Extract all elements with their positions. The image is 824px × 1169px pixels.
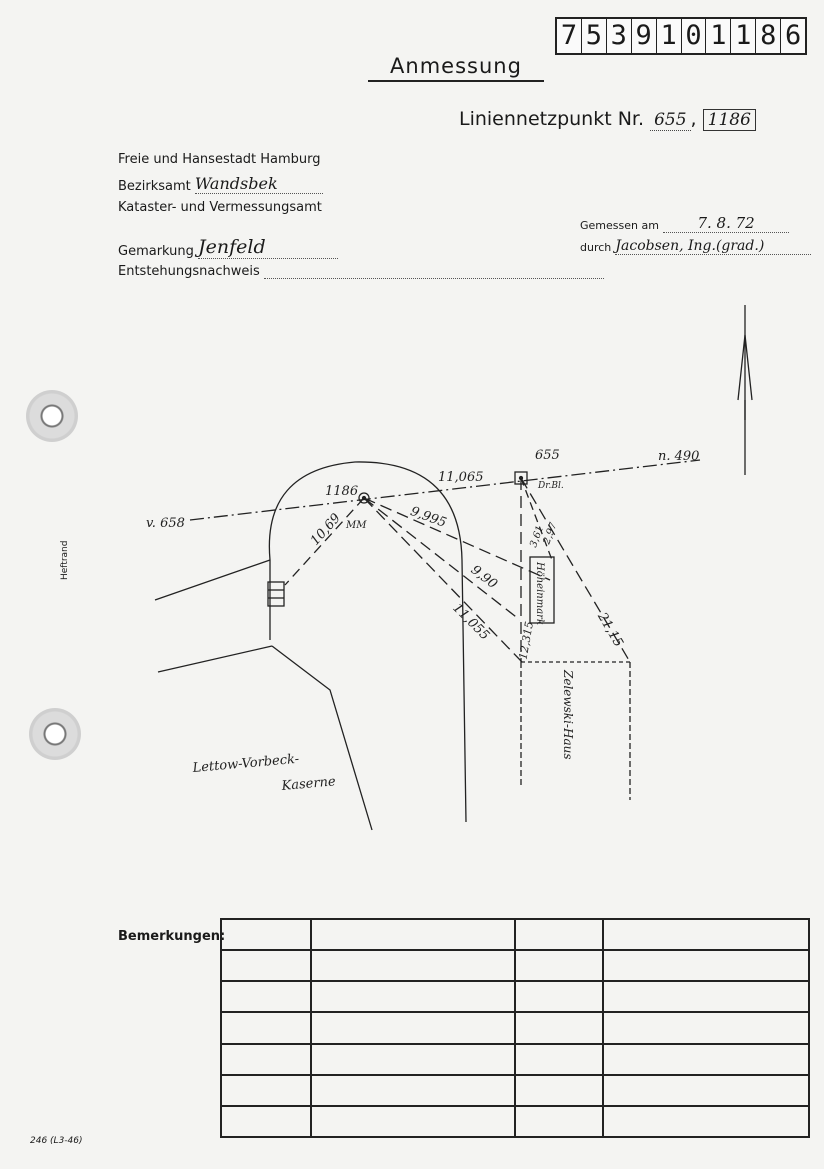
label-note-drbl: Dr.Bl. xyxy=(538,481,564,491)
label-point-655: 655 xyxy=(535,448,560,463)
label-point-1186: 1186 xyxy=(325,484,359,499)
remarks-label: Bemerkungen: xyxy=(118,929,226,944)
liniennetzpunkt-label: Liniennetzpunkt xyxy=(459,108,612,130)
table-cell xyxy=(221,1012,311,1043)
table-cell xyxy=(311,919,515,950)
table-cell xyxy=(515,1106,603,1137)
ray-9-995 xyxy=(364,498,550,580)
serial-digit: 6 xyxy=(784,20,802,51)
serial-digit: 8 xyxy=(756,19,781,53)
label-distance-12-315: 12,315 xyxy=(516,620,537,661)
page-title: Anmessung xyxy=(368,54,544,82)
bezirksamt-label: Bezirksamt xyxy=(118,179,191,194)
table-cell xyxy=(221,1075,311,1106)
binding-margin-label: Heftrand xyxy=(60,540,70,580)
table-cell xyxy=(311,950,515,981)
label-distance-2-97: 2,97 xyxy=(541,521,560,546)
table-cell xyxy=(221,1044,311,1075)
nr-value: 655 xyxy=(650,110,690,131)
serial-digit: 1 xyxy=(731,19,756,53)
table-row xyxy=(221,1012,809,1043)
label-note-benchmark: Höheinmark xyxy=(534,562,545,626)
bezirksamt-value: Wandsbek xyxy=(195,174,323,194)
serial-digit: 3 xyxy=(607,19,632,53)
label-distance-21-15: 21,15 xyxy=(594,610,626,650)
nr-second-value: 1186 xyxy=(703,109,756,131)
form-code: 246 (L3-46) xyxy=(30,1136,83,1146)
table-cell xyxy=(603,981,809,1012)
table-cell xyxy=(515,1012,603,1043)
table-row xyxy=(221,981,809,1012)
label-distance-11-065: 11,065 xyxy=(438,470,484,485)
table-row xyxy=(221,919,809,950)
table-cell xyxy=(311,1044,515,1075)
table-row xyxy=(221,950,809,981)
label-note-mm: MM xyxy=(346,520,367,531)
table-cell xyxy=(603,919,809,950)
serial-digit: 1 xyxy=(706,19,731,53)
authority-line-1: Freie und Hansestadt Hamburg xyxy=(118,152,321,167)
label-direction-n490: n. 490 xyxy=(658,449,700,464)
nr-label: Nr. xyxy=(617,108,645,130)
label-distance-9-995: 9,995 xyxy=(408,504,449,531)
table-cell xyxy=(515,919,603,950)
label-note-kaserne: Kaserne xyxy=(281,774,337,794)
durch-value: Jacobsen, Ing.(grad.) xyxy=(615,238,811,255)
table-cell xyxy=(603,950,809,981)
gemessen-value: 7. 8. 72 xyxy=(663,214,789,233)
serial-digit: 9 xyxy=(632,19,657,53)
serial-digit: 7 xyxy=(557,19,582,53)
table-cell xyxy=(515,981,603,1012)
wall-line-right xyxy=(272,646,372,830)
wall-line-lower xyxy=(158,646,272,672)
table-cell xyxy=(603,1012,809,1043)
label-distance-10-69: 10,69 xyxy=(307,510,344,549)
label-direction-v658: v. 658 xyxy=(146,516,185,531)
label-note-zelewski-haus: Zelewski-Haus xyxy=(561,670,575,760)
table-cell xyxy=(603,1106,809,1137)
table-cell xyxy=(515,1044,603,1075)
table-cell xyxy=(311,1075,515,1106)
serial-digit: 0 xyxy=(682,19,707,53)
table-cell xyxy=(515,950,603,981)
entstehungsnachweis-label: Entstehungsnachweis xyxy=(118,264,260,279)
table-cell xyxy=(221,981,311,1012)
table-cell xyxy=(603,1044,809,1075)
gemessen-label: Gemessen am xyxy=(580,219,659,232)
gemarkung-label: Gemarkung xyxy=(118,244,194,259)
remarks-table xyxy=(220,918,810,1138)
table-cell xyxy=(221,950,311,981)
table-cell xyxy=(515,1075,603,1106)
table-cell xyxy=(311,1012,515,1043)
serial-digit: 1 xyxy=(657,19,682,53)
nr-separator: , xyxy=(690,108,697,130)
survey-baseline xyxy=(190,460,700,520)
table-row xyxy=(221,1106,809,1137)
wall-line-upper xyxy=(155,560,270,600)
label-distance-11-055: 11,055 xyxy=(449,600,493,644)
authority-line-3: Kataster- und Vermessungsamt xyxy=(118,200,322,215)
durch-label: durch xyxy=(580,241,612,254)
label-note-lettow-vorbeck: Lettow-Vorbeck- xyxy=(192,751,300,776)
table-row xyxy=(221,1075,809,1106)
serial-digit: 5 xyxy=(582,19,607,53)
label-distance-3-61: 3,61 xyxy=(528,524,547,550)
table-cell xyxy=(311,981,515,1012)
table-cell xyxy=(221,919,311,950)
table-cell xyxy=(221,1106,311,1137)
table-row xyxy=(221,1044,809,1075)
label-distance-9-90: 9,90 xyxy=(467,562,500,593)
table-cell xyxy=(311,1106,515,1137)
table-cell xyxy=(603,1075,809,1106)
gemarkung-value: Jenfeld xyxy=(198,236,338,259)
